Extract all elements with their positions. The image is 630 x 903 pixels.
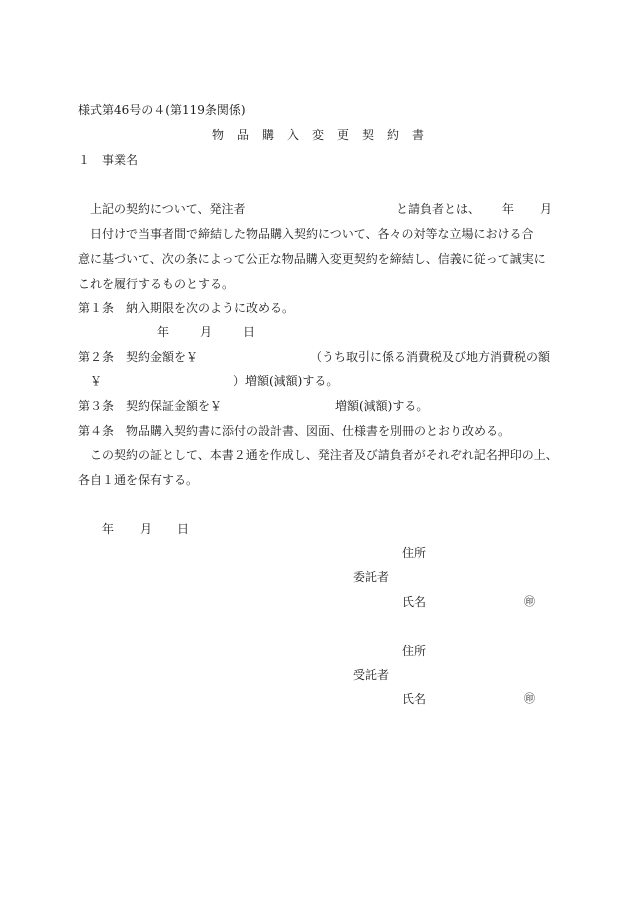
party2-seal-icon: ㊞ bbox=[524, 692, 535, 705]
date-year: 年 bbox=[102, 522, 115, 536]
intro-line1-b: と請負者とは、 bbox=[396, 202, 481, 216]
party1-seal-icon: ㊞ bbox=[524, 595, 535, 608]
document-title bbox=[212, 128, 437, 142]
article-2-tail: ）増額(減額)する。 bbox=[233, 374, 339, 388]
title-char: 書 bbox=[412, 128, 425, 142]
article-2-yen: ￥ bbox=[90, 374, 103, 388]
form-header: 様式第46号の４(第119条関係) bbox=[78, 103, 246, 117]
article-3: 第３条 契約保証金額を￥ bbox=[78, 399, 223, 413]
party2-name-label: 氏名 bbox=[402, 692, 427, 706]
intro-line3: 意に基づいて、次の条によって公正な物品購入変更契約を締結し、信義に従って誠実に bbox=[78, 252, 546, 266]
closing-line2: 各自１通を保有する。 bbox=[78, 473, 199, 487]
article-4: 第４条 物品購入契約書に添付の設計書、図面、仕様書を別冊のとおり改める。 bbox=[78, 424, 511, 438]
title-char: 物 bbox=[212, 128, 225, 142]
party1-name-label: 氏名 bbox=[402, 595, 427, 609]
article-1: 第１条 納入期限を次のように改める。 bbox=[78, 301, 295, 315]
title-char: 更 bbox=[337, 128, 350, 142]
article-2: 第２条 契約金額を￥ bbox=[78, 350, 199, 364]
party1-address-label: 住所 bbox=[402, 546, 427, 560]
intro-line1-a: 上記の契約について、発注者 bbox=[90, 202, 246, 216]
party1-role: 委託者 bbox=[353, 570, 390, 584]
intro-line4: これを履行するものとする。 bbox=[78, 277, 235, 291]
intro-line1-year: 年 bbox=[502, 202, 515, 216]
item-project-name: １ 事業名 bbox=[78, 153, 139, 167]
article-2-tax-note: （うち取引に係る消費税及び地方消費税の額 bbox=[310, 350, 551, 364]
intro-line1-month: 月 bbox=[540, 202, 553, 216]
date-month: 月 bbox=[140, 522, 153, 536]
title-char: 品 bbox=[237, 128, 250, 142]
intro-line2: 日付けで当事者間で締結した物品購入契約について、各々の対等な立場における合 bbox=[90, 227, 534, 241]
party2-role: 受託者 bbox=[353, 668, 390, 682]
party2-address-label: 住所 bbox=[402, 644, 427, 658]
article-3-tail: 増額(減額)する。 bbox=[335, 399, 429, 413]
title-char: 変 bbox=[312, 128, 325, 142]
closing-line1: この契約の証として、本書２通を作成し、発注者及び請負者がそれぞれ記名押印の上、 bbox=[90, 448, 558, 462]
article-1-year: 年 bbox=[157, 325, 170, 339]
date-day: 日 bbox=[177, 522, 190, 536]
article-1-day: 日 bbox=[243, 325, 256, 339]
title-char: 契 bbox=[362, 128, 375, 142]
title-char: 約 bbox=[387, 128, 400, 142]
title-char: 入 bbox=[287, 128, 300, 142]
title-char: 購 bbox=[262, 128, 275, 142]
article-1-month: 月 bbox=[200, 325, 213, 339]
